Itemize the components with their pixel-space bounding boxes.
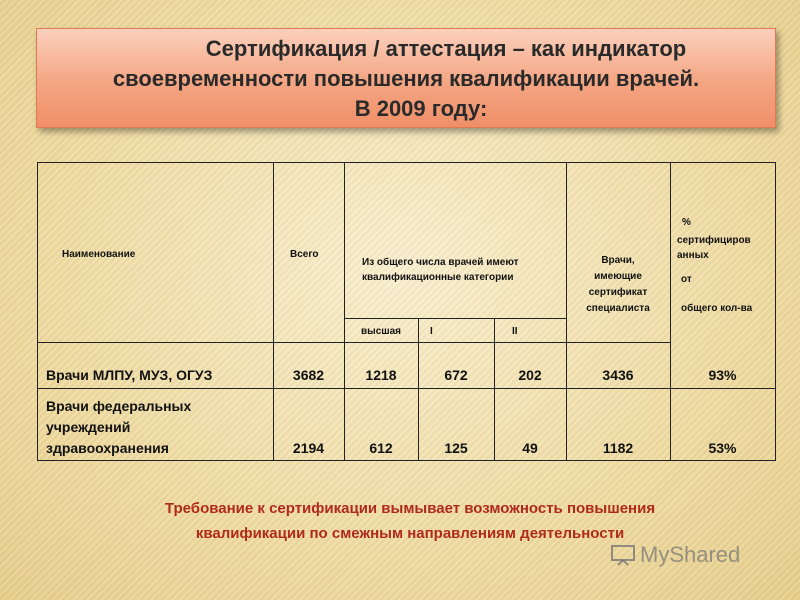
header-certified-4: специалиста (586, 303, 650, 314)
header-category-1: I (430, 326, 433, 337)
watermark (610, 540, 740, 570)
header-percent-5: общего кол-ва (681, 303, 753, 314)
watermark-text: MyShared (640, 542, 741, 567)
header-categories: Из общего числа врачей имеют квалификационные категории (362, 257, 519, 283)
row-2-high: 612 (369, 440, 393, 456)
title-line-1: Сертификация / аттестация – как индикатор (205, 36, 687, 61)
table-border-right (775, 162, 776, 461)
row-2-cat-2: 49 (522, 440, 538, 456)
table-border-left (37, 162, 38, 461)
row-2-name-line-1: Врачи федеральных (46, 398, 192, 414)
footer-note-line-1: Требование к сертификации вымывает возможность повышения (164, 500, 656, 517)
row-1-high: 1218 (365, 367, 397, 383)
header-category-2: II (512, 326, 518, 337)
presentation-icon (610, 544, 636, 566)
row-2-certified: 1182 (602, 440, 634, 456)
header-percent-1: % (682, 217, 691, 228)
row-1-name: Врачи МЛПУ, МУЗ, ОГУЗ (46, 367, 213, 383)
header-percent-2: сертифициров (677, 235, 751, 246)
row-2-name-line-2: учреждений (46, 419, 131, 435)
row-1-percent: 93% (708, 367, 737, 383)
header-certified-1: Врачи, (601, 255, 635, 266)
footer-note-line-2: квалификации по смежным направлениям деятельности (195, 525, 625, 542)
table-subheader-line (344, 318, 566, 319)
table-border-bottom (37, 460, 775, 461)
header-percent-3: анных (677, 250, 709, 261)
row-1-cat-1: 672 (444, 367, 468, 383)
row-2-cat-1: 125 (444, 440, 468, 456)
col-divider-1 (273, 162, 274, 461)
row-1-total: 3682 (292, 367, 325, 383)
title-line-3: В 2009 году: (354, 96, 488, 121)
header-certified-3: сертификат (588, 287, 648, 298)
header-certified-2: имеющие (594, 271, 642, 282)
table-row-divider (37, 388, 775, 389)
row-1-cat-2: 202 (518, 367, 542, 383)
header-category-high: высшая (361, 326, 401, 337)
row-2-total: 2194 (292, 440, 325, 456)
header-percent-4: от (681, 274, 692, 285)
header-total: Всего (290, 249, 319, 260)
col-divider-2 (344, 162, 345, 461)
row-1-certified: 3436 (602, 367, 634, 383)
row-2-percent: 53% (708, 440, 737, 456)
title-line-2: своевременности повышения квалификации врачей. (112, 66, 700, 91)
table-header-bottom (37, 342, 671, 343)
header-name: Наименование (62, 249, 136, 260)
col-divider-5 (566, 162, 567, 461)
col-divider-6 (670, 162, 671, 461)
title-banner (36, 28, 776, 128)
row-2-name-line-3: здравоохранения (46, 440, 169, 456)
table-border-top (37, 162, 775, 163)
